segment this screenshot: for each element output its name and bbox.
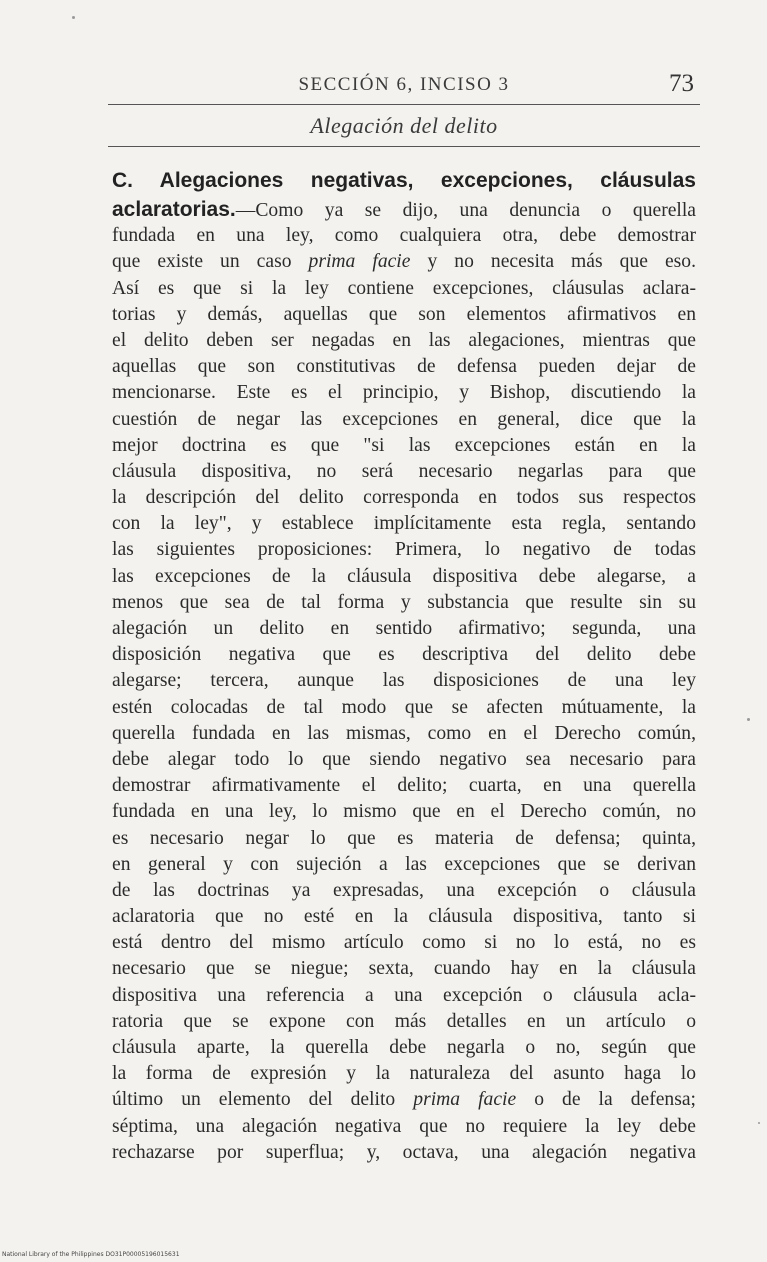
text-segment: —Como ya se dijo, una denuncia o querella bbox=[235, 200, 696, 221]
paragraph-heading-line: C. Alegaciones negativas, excepciones, cláusulas bbox=[112, 169, 696, 192]
section-label: SECCIÓN 6, INCISO 3 bbox=[298, 74, 510, 95]
text-line: querella fundada en las mismas, como en el Derecho común, bbox=[112, 722, 696, 744]
text-segment: o de la defensa; bbox=[534, 1089, 696, 1111]
text-line bbox=[112, 1087, 696, 1113]
page-subtitle: Alegación del delito bbox=[310, 113, 498, 138]
text-line: está dentro del mismo artículo como si no lo está, no es bbox=[112, 932, 696, 954]
text-line: dispositiva una referencia a una excepción o cláusula acla- bbox=[112, 984, 696, 1006]
text-line: menos que sea de tal forma y substancia que resulte sin su bbox=[112, 591, 696, 613]
text-segment: y no necesita más que eso. bbox=[427, 251, 696, 273]
text-line: mencionarse. Este es el principio, y Bishop, discutiendo la bbox=[112, 382, 696, 404]
text-line: cláusula aparte, la querella debe negarla o no, según que bbox=[112, 1037, 696, 1058]
text-line: cláusula dispositiva, no será necesario negarlas para que bbox=[112, 460, 696, 482]
text-line: cuestión de negar las excepciones en general, dice que la bbox=[112, 408, 696, 430]
text-segment: que existe un caso bbox=[112, 251, 292, 273]
scan-footer: National Library of the Philippines DO31P00005196015631 bbox=[2, 1251, 180, 1258]
text-segment: último un elemento del delito bbox=[112, 1089, 396, 1111]
text-line: necesario que se niegue; sexta, cuando hay en la cláusula bbox=[112, 958, 696, 980]
text-line: fundada en una ley, lo mismo que en el Derecho común, no bbox=[112, 801, 696, 823]
text-line bbox=[112, 197, 696, 223]
text-line: Así es que si la ley contiene excepciones, cláusulas aclara- bbox=[112, 277, 696, 299]
text-line: de las doctrinas ya expresadas, una excepción o cláusula bbox=[112, 879, 696, 901]
text-line: aquellas que son constitutivas de defensa pueden dejar de bbox=[112, 356, 696, 378]
text-line: aclaratoria que no esté en la cláusula dispositiva, tanto si bbox=[112, 906, 696, 928]
text-line: alegación un delito en sentido afirmativo; segunda, una bbox=[112, 618, 696, 639]
scan-speck bbox=[758, 1122, 760, 1124]
scan-speck bbox=[747, 718, 750, 721]
text-line: mejor doctrina es que "si las excepciones están en la bbox=[112, 434, 696, 456]
text-line: las excepciones de la cláusula dispositiva debe alegarse, a bbox=[112, 565, 696, 587]
text-line: el delito deben ser negadas en las alegaciones, mientras que bbox=[112, 329, 696, 351]
header-rule-bottom bbox=[108, 146, 700, 147]
text-line: es necesario negar lo que es materia de defensa; quinta, bbox=[112, 827, 696, 849]
text-line: demostrar afirmativamente el delito; cuarta, en una querella bbox=[112, 775, 696, 797]
text-line: ratoria que se expone con más detalles en un artículo o bbox=[112, 1010, 696, 1032]
text-line: en general y con sujeción a las excepciones que se derivan bbox=[112, 853, 696, 875]
text-line: las siguientes proposiciones: Primera, lo negativo de todas bbox=[112, 539, 696, 561]
paragraph-heading-end: aclaratorias. bbox=[112, 198, 236, 221]
scan-speck bbox=[72, 16, 75, 19]
text-line: rechazarse por superflua; y, octava, una alegación negativa bbox=[112, 1141, 696, 1163]
text-line: disposición negativa que es descriptiva del delito debe bbox=[112, 644, 696, 666]
text-line: alegarse; tercera, aunque las disposiciones de una ley bbox=[112, 670, 696, 692]
text-line: la descripción del delito corresponda en todos sus respectos bbox=[112, 487, 696, 509]
text-line: debe alegar todo lo que siendo negativo sea necesario para bbox=[112, 748, 696, 770]
text-line: torias y demás, aquellas que son elementos afirmativos en bbox=[112, 303, 696, 325]
italic-term: prima facie bbox=[413, 1089, 517, 1111]
body-paragraph bbox=[112, 165, 696, 1166]
running-head bbox=[108, 70, 700, 100]
page-number: 73 bbox=[669, 70, 694, 97]
text-line: séptima, una alegación negativa que no requiere la ley debe bbox=[112, 1115, 696, 1137]
text-line bbox=[112, 249, 696, 275]
text-line: la forma de expresión y la naturaleza del asunto haga lo bbox=[112, 1063, 696, 1085]
italic-term: prima facie bbox=[308, 251, 411, 273]
text-line: estén colocadas de tal modo que se afecten mútuamente, la bbox=[112, 696, 696, 718]
header-rule-top bbox=[108, 104, 700, 105]
text-line: fundada en una ley, como cualquiera otra, debe demostrar bbox=[112, 225, 696, 247]
text-line: con la ley", y establece implícitamente esta regla, sentando bbox=[112, 513, 696, 535]
